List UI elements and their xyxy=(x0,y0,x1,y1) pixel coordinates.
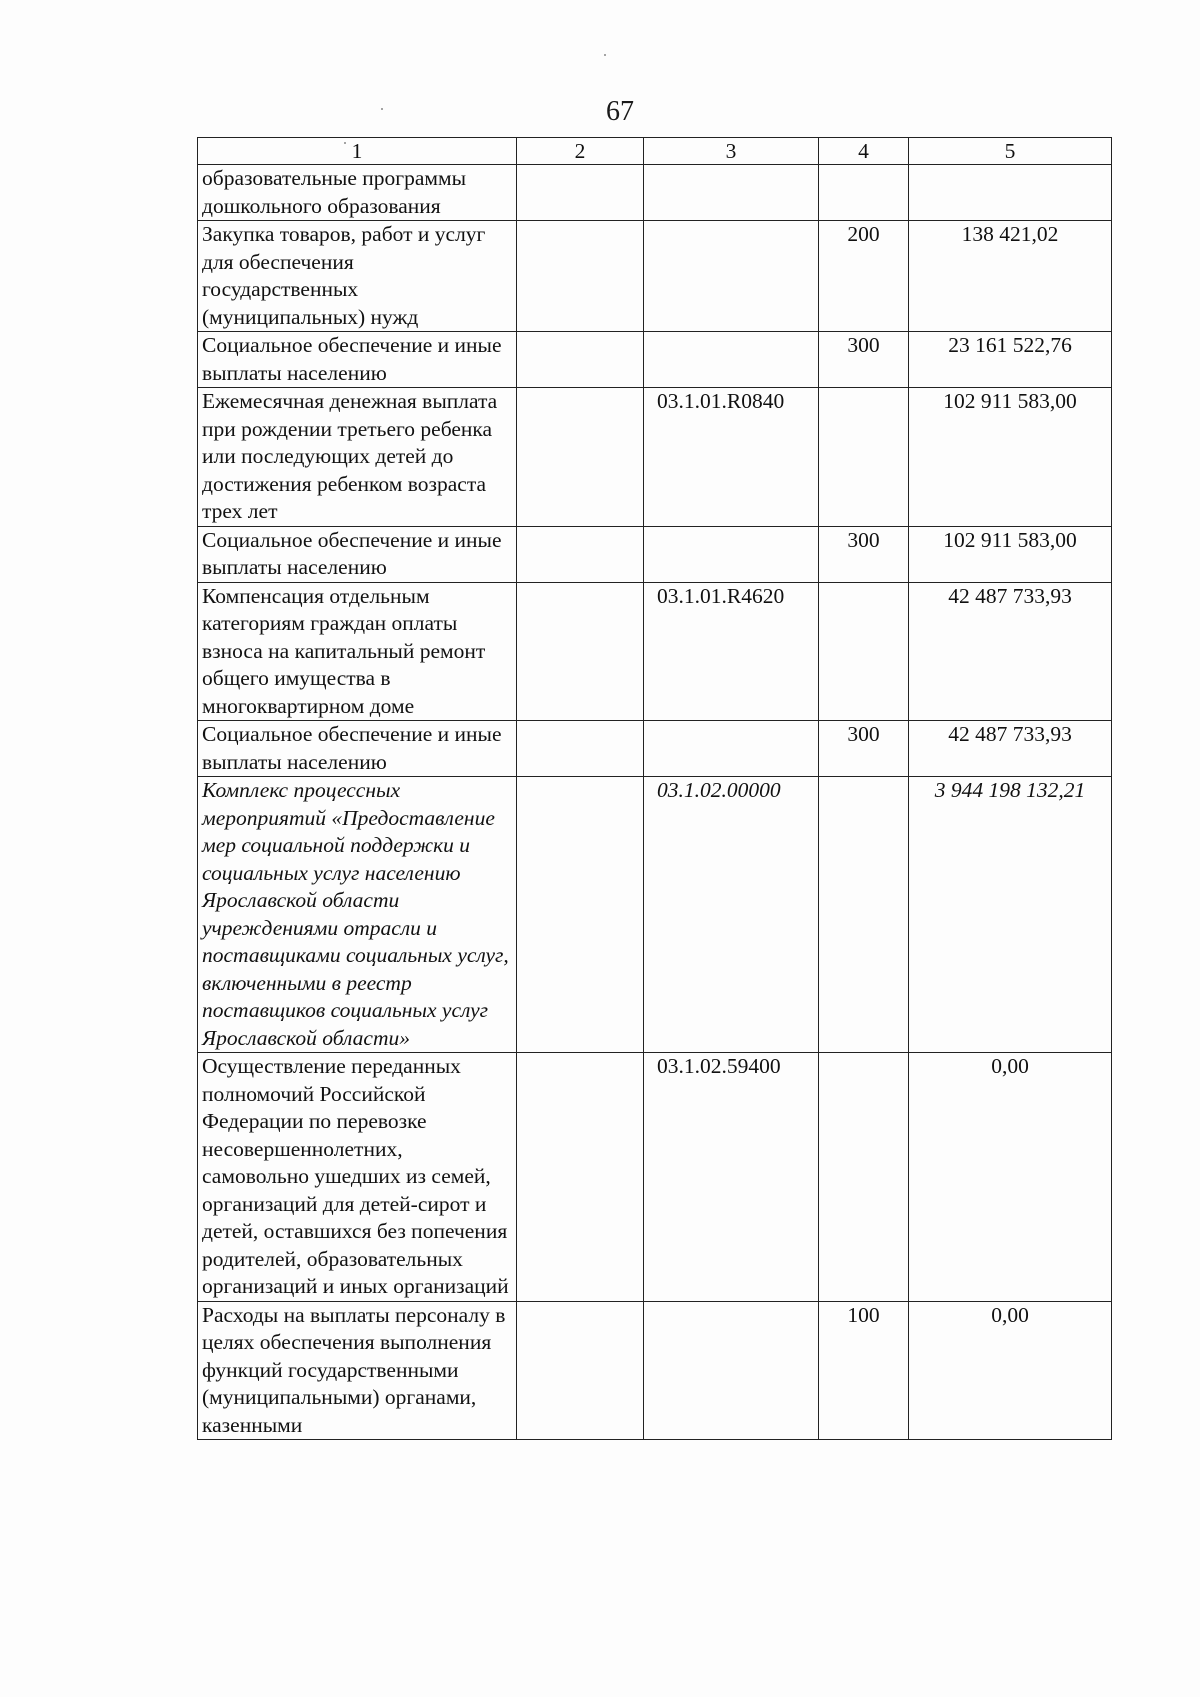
table-row xyxy=(198,721,1112,777)
row-col2 xyxy=(517,582,644,721)
row-description: Закупка товаров, работ и услуг для обеспечения государственных (муниципальных) нужд xyxy=(198,221,517,332)
row-col2 xyxy=(517,526,644,582)
row-amount xyxy=(909,165,1112,221)
row-amount: 0,00 xyxy=(909,1053,1112,1302)
row-description: Социальное обеспечение и иные выплаты населению xyxy=(198,332,517,388)
row-kvr xyxy=(819,388,909,527)
row-amount: 0,00 xyxy=(909,1301,1112,1440)
table-row xyxy=(198,1053,1112,1302)
row-description: Осуществление переданных полномочий Российской Федерации по перевозке несовершеннолетних, самовольно ушедших из семей, организаций для детей-сирот и детей, оставшихся без попечения родителей, образовательных организаций и иных организаций xyxy=(198,1053,517,1302)
table-row xyxy=(198,221,1112,332)
table-row xyxy=(198,582,1112,721)
row-amount: 3 944 198 132,21 xyxy=(909,777,1112,1053)
row-col2 xyxy=(517,165,644,221)
row-code: 03.1.02.59400 xyxy=(644,1053,819,1302)
table-row xyxy=(198,165,1112,221)
row-code xyxy=(644,1301,819,1440)
row-kvr: 100 xyxy=(819,1301,909,1440)
page-number: 67 xyxy=(606,96,634,127)
table-row xyxy=(198,777,1112,1053)
row-description: Ежемесячная денежная выплата при рождении третьего ребенка или последующих детей до достижения ребенком возраста трех лет xyxy=(198,388,517,527)
budget-table xyxy=(197,137,1112,1440)
row-kvr: 300 xyxy=(819,721,909,777)
row-description: образовательные программы дошкольного образования xyxy=(198,165,517,221)
row-amount: 42 487 733,93 xyxy=(909,582,1112,721)
row-description: Социальное обеспечение и иные выплаты населению xyxy=(198,526,517,582)
table-row xyxy=(198,526,1112,582)
row-code xyxy=(644,221,819,332)
row-col2 xyxy=(517,332,644,388)
row-kvr: 300 xyxy=(819,526,909,582)
row-code xyxy=(644,165,819,221)
row-kvr xyxy=(819,1053,909,1302)
column-header-3: 3 xyxy=(644,138,819,165)
scan-speck xyxy=(604,54,606,56)
row-kvr xyxy=(819,165,909,221)
row-col2 xyxy=(517,777,644,1053)
column-header-5: 5 xyxy=(909,138,1112,165)
table-row xyxy=(198,388,1112,527)
column-header-4: 4 xyxy=(819,138,909,165)
table-row xyxy=(198,332,1112,388)
row-description: Социальное обеспечение и иные выплаты населению xyxy=(198,721,517,777)
row-code: 03.1.02.00000 xyxy=(644,777,819,1053)
table-row xyxy=(198,1301,1112,1440)
column-header-2: 2 xyxy=(517,138,644,165)
row-code: 03.1.01.R4620 xyxy=(644,582,819,721)
row-col2 xyxy=(517,1053,644,1302)
row-col2 xyxy=(517,1301,644,1440)
row-col2 xyxy=(517,721,644,777)
table-header-row xyxy=(198,138,1112,165)
row-kvr: 200 xyxy=(819,221,909,332)
row-amount: 138 421,02 xyxy=(909,221,1112,332)
row-col2 xyxy=(517,388,644,527)
row-amount: 102 911 583,00 xyxy=(909,388,1112,527)
column-header-1: 1 xyxy=(198,138,517,165)
row-code xyxy=(644,332,819,388)
scan-speck xyxy=(381,108,383,110)
row-description: Расходы на выплаты персоналу в целях обеспечения выполнения функций государственными (муниципальными) органами, казенными xyxy=(198,1301,517,1440)
row-kvr: 300 xyxy=(819,332,909,388)
row-description: Компенсация отдельным категориям граждан оплаты взноса на капитальный ремонт общего имущества в многоквартирном доме xyxy=(198,582,517,721)
row-amount: 42 487 733,93 xyxy=(909,721,1112,777)
row-description: Комплекс процессных мероприятий «Предоставление мер социальной поддержки и социальных услуг населению Ярославской области учреждениями отрасли и поставщиками социальных услуг, включенными в реестр поставщиков социальных услуг Ярославской области» xyxy=(198,777,517,1053)
row-code xyxy=(644,526,819,582)
row-code: 03.1.01.R0840 xyxy=(644,388,819,527)
row-kvr xyxy=(819,777,909,1053)
row-amount: 23 161 522,76 xyxy=(909,332,1112,388)
row-amount: 102 911 583,00 xyxy=(909,526,1112,582)
row-kvr xyxy=(819,582,909,721)
row-col2 xyxy=(517,221,644,332)
row-code xyxy=(644,721,819,777)
